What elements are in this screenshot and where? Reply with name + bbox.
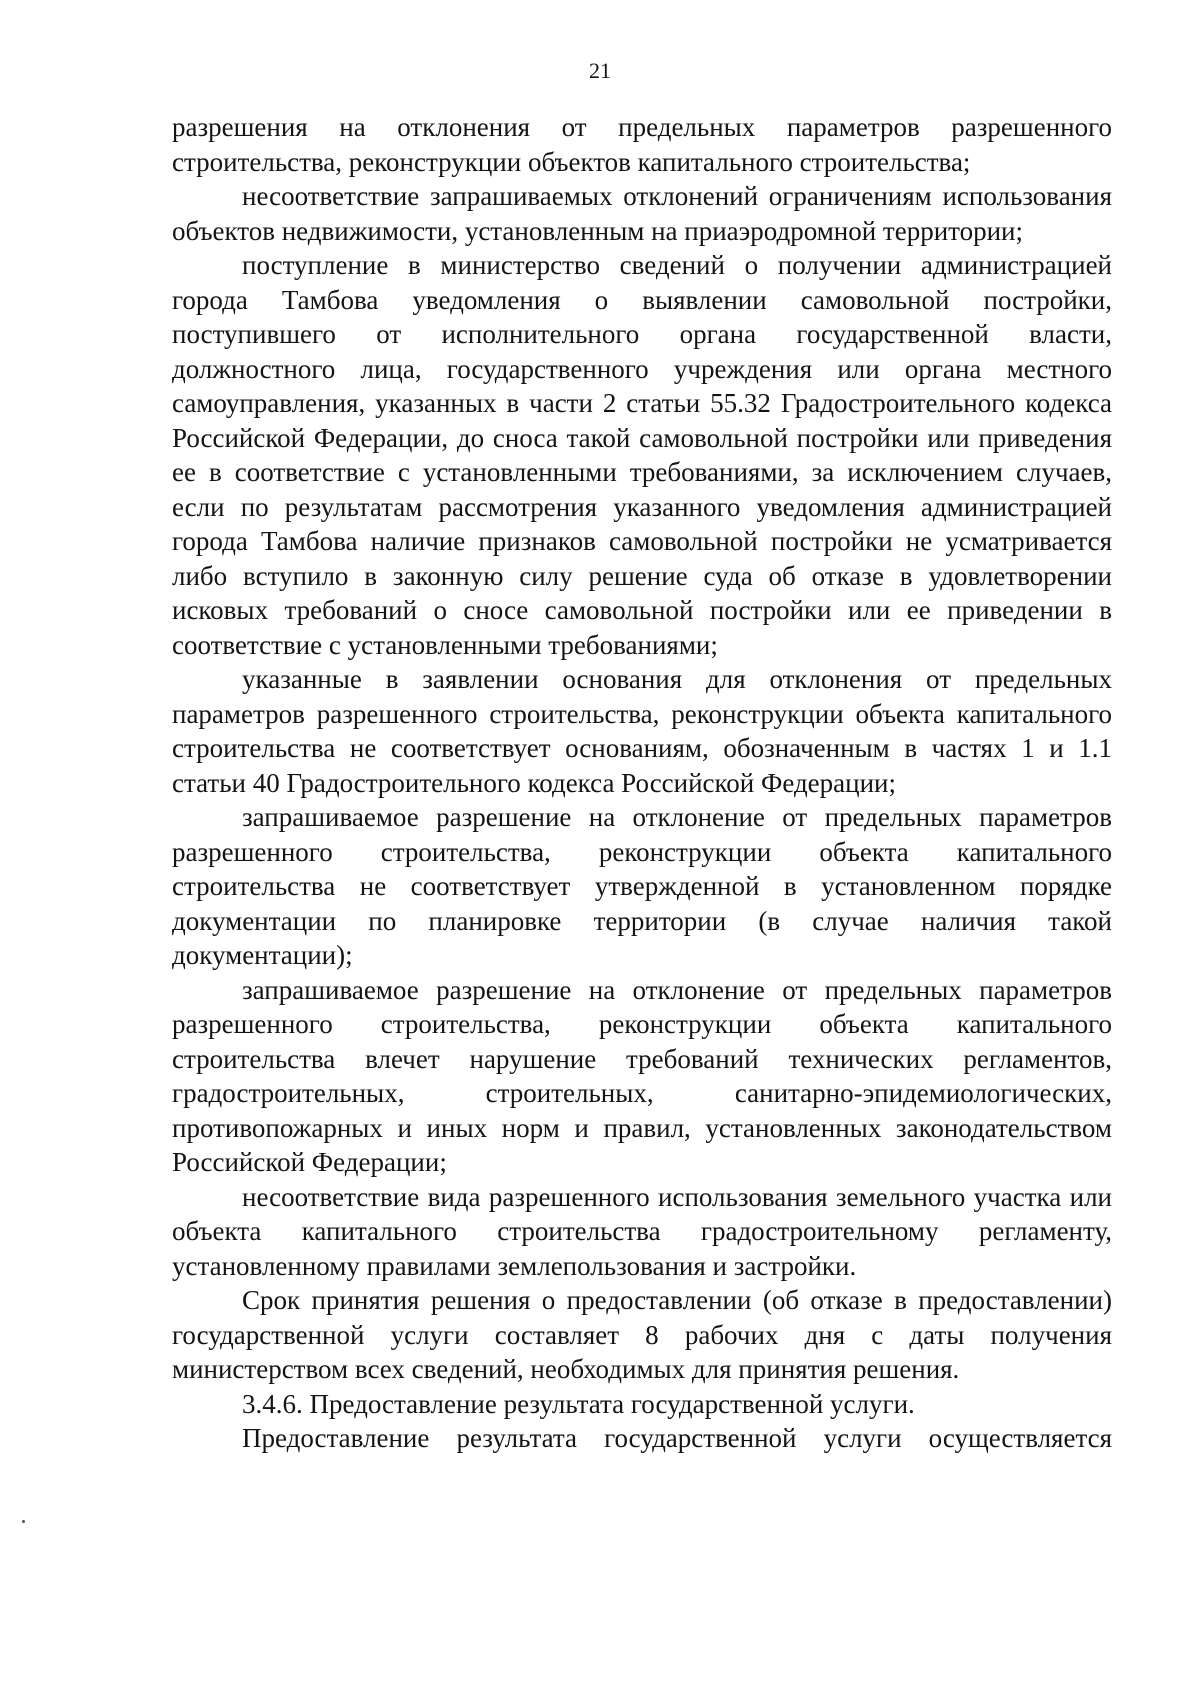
paragraph-land-use-mismatch: несоответствие вида разрешенного использования земельного участка или объекта капитального строительства градостроительному регламенту, установленному правилами землепользования и застройки.	[172, 1181, 1112, 1281]
section-heading-3-4-6: 3.4.6. Предоставление результата государственной услуги.	[242, 1388, 915, 1419]
paragraph-technical-regulations: запрашиваемое разрешение на отклонение от предельных параметров разрешенного строительства, реконструкции объекта капитального строительства влечет нарушение требований технических регламентов, градостроительных, строительных, санитарно-эпидемиологических, противопожарных и иных норм и правил, установленных законодательством Российской Федерации;	[172, 974, 1112, 1177]
scan-margin-mark	[22, 1520, 25, 1523]
paragraph-decision-deadline: Срок принятия решения о предоставлении (об отказе в предоставлении) государственной услуги составляет 8 рабочих дня с даты получения министерством всех сведений, необходимых для принятия решения.	[172, 1285, 1112, 1384]
paragraph-grounds-mismatch: указанные в заявлении основания для отклонения от предельных параметров разрешенного строительства, реконструкции объекта капитального строительства не соответствует основаниям, обозначенным в частях 1 и 1.1 статьи 40 Градостроительного кодекса Российской Федерации;	[172, 664, 1112, 798]
paragraph-planning-documentation: запрашиваемое разрешение на отклонение от предельных параметров разрешенного строительства, реконструкции объекта капитального строительства не соответствует утвержденной в установленном порядке документации по планировке территории (в случае наличия такой документации);	[172, 802, 1112, 970]
paragraph-aerodrome-restrictions: несоответствие запрашиваемых отклонений ограничениям использования объектов недвижимости, установленным на приаэродромной территории;	[172, 181, 1112, 246]
paragraph-unauthorized-construction: поступление в министерство сведений о получении администрацией города Тамбова уведомления о выявлении самовольной постройки, поступившего от исполнительного органа государственной власти, должностного лица, государственного учреждения или органа местного самоуправления, указанных в части 2 статьи 55.32 Градостроительного кодекса Российской Федерации, до сноса такой самовольной постройки или приведения ее в соответствие с установленными требованиями, за исключением случаев, если по результатам рассмотрения указанного уведомления администрацией города Тамбова наличие признаков самовольной постройки не усматривается либо вступило в законную силу решение суда об отказе в удовлетворении исковых требований о сносе самовольной постройки или ее приведении в соответствие с установленными требованиями;	[172, 250, 1112, 660]
paragraph-result-delivery: Предоставление результата государственной услуги осуществляется	[242, 1423, 1112, 1453]
paragraph-continuation: разрешения на отклонения от предельных параметров разрешенного строительства, реконструкции объектов капитального строительства;	[172, 112, 1112, 177]
document-body	[172, 110, 1112, 1456]
page-number: 21	[589, 58, 611, 83]
